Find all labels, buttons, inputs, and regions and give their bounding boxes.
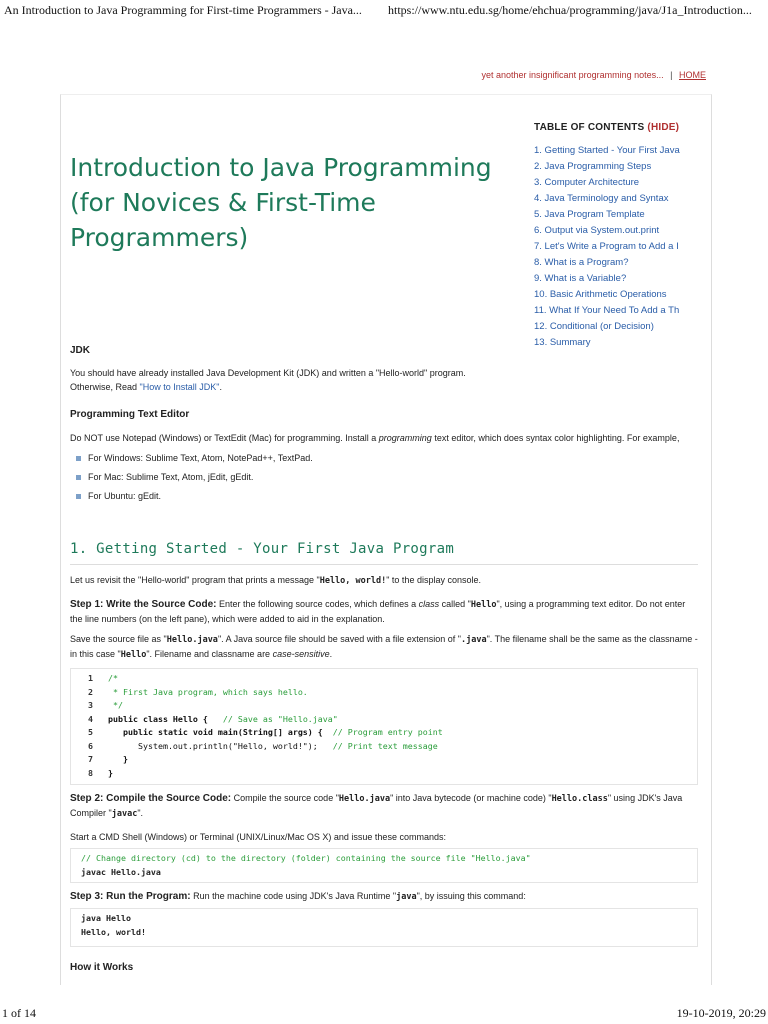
save-c: ". The filename shall be the same as the classname - in this case " — [70, 634, 698, 659]
table-of-contents — [534, 122, 696, 351]
code-comment: // Save as "Hello.java" — [222, 713, 338, 724]
intro-code: Hello, world! — [319, 576, 387, 586]
toc-item[interactable]: 8. What is a Program? — [534, 257, 629, 268]
section-divider — [70, 564, 698, 565]
save-e: . — [329, 649, 333, 659]
code-line: } — [108, 767, 113, 778]
intro-1: Let us revisit the "Hello-world" program that prints a message " — [70, 575, 320, 585]
run-command-box — [70, 908, 698, 947]
code-line: } — [108, 754, 128, 764]
print-page-title: An Introduction to Java Programming for First-time Programmers - Java... — [4, 3, 362, 17]
print-url: https://www.ntu.edu.sg/home/ehchua/programming/java/J1a_Introduction... — [388, 3, 752, 17]
code-comment: // Print text message — [332, 740, 438, 751]
code-line: public class Hello { — [108, 713, 223, 724]
editor-text-1: Do NOT use Notepad (Windows) or TextEdit (Mac) for programming. Install a — [70, 433, 379, 443]
editor-text-italic: programming — [378, 433, 432, 443]
nav-separator: | — [670, 70, 673, 80]
top-nav — [482, 70, 706, 80]
line-number: 8 — [88, 767, 93, 778]
code-line: /* — [108, 673, 118, 683]
toc-item[interactable]: 7. Let's Write a Program to Add a I — [534, 241, 679, 252]
toc-hide-link[interactable]: (HIDE) — [647, 122, 680, 133]
jdk-text-1: You should have already installed Java Development Kit (JDK) and written a "Hello-world" program. — [70, 368, 466, 378]
step1-a: Enter the following source codes, which defines a — [216, 599, 419, 609]
step3-text — [70, 889, 698, 904]
code-line: */ — [108, 700, 123, 710]
code-comment: // Program entry point — [332, 727, 443, 737]
run-output: Hello, world! — [81, 926, 146, 937]
editor-list — [70, 449, 698, 506]
list-item: For Mac: Sublime Text, Atom, jEdit, gEdit. — [70, 468, 698, 487]
home-link[interactable]: HOME — [679, 70, 706, 80]
editor-heading: Programming Text Editor — [70, 409, 190, 420]
save-b: ". A Java source file should be saved with a file extension of " — [217, 634, 461, 644]
cmd-line: javac Hello.java — [81, 866, 161, 877]
toc-item[interactable]: 1. Getting Started - Your First Java — [534, 145, 680, 156]
step2-code2: Hello.class — [551, 794, 608, 804]
code-listing — [70, 668, 698, 785]
step1-label: Step 1: Write the Source Code: — [70, 599, 217, 610]
jdk-heading: JDK — [70, 345, 91, 356]
step3-b: ", by issuing this command: — [416, 891, 526, 901]
editor-text — [70, 431, 698, 445]
step2-text — [70, 791, 698, 821]
toc-item[interactable]: 3. Computer Architecture — [534, 177, 640, 188]
jdk-section — [70, 344, 698, 394]
toc-item[interactable]: 2. Java Programming Steps — [534, 161, 652, 172]
step3-a: Run the machine code using JDK's Java Runtime " — [190, 891, 397, 901]
step3-code: java — [396, 892, 417, 902]
compile-command-box — [70, 848, 698, 883]
code-line: public static void main(String[] args) { — [108, 727, 333, 737]
step1-text — [70, 597, 698, 626]
save-a: Save the source file as " — [70, 634, 167, 644]
step2-code1: Hello.java — [338, 794, 391, 804]
page-number: 1 of 14 — [2, 1006, 36, 1020]
step1-c: ", using a programming text editor. Do not enter the line numbers (on the left pane), which were added to aid in the explanation. — [70, 599, 686, 624]
toc-item[interactable]: 5. Java Program Template — [534, 209, 645, 220]
step2-b: " into Java bytecode (or machine code) " — [390, 793, 552, 803]
install-jdk-link[interactable]: "How to Install JDK" — [139, 382, 220, 392]
cmd-comment: // Change directory (cd) to the directory (folder) containing the source file "Hello.java" — [81, 853, 531, 863]
save-code2: .java — [460, 635, 487, 645]
site-tagline: yet another insignificant programming notes... — [481, 70, 664, 80]
step1-b: called " — [439, 599, 471, 609]
code-line: * First Java program, which says hello. — [108, 686, 308, 697]
step3-label: Step 3: Run the Program: — [70, 891, 191, 902]
line-number: 2 — [88, 686, 93, 697]
editor-section — [70, 408, 698, 506]
run-line: java Hello — [81, 913, 131, 923]
save-d: ". Filename and classname are — [146, 649, 273, 659]
line-number: 5 — [88, 727, 93, 737]
jdk-text — [70, 366, 698, 394]
toc-title — [534, 122, 696, 133]
toc-title-text: TABLE OF CONTENTS — [534, 122, 645, 133]
jdk-text-2: Otherwise, Read — [70, 382, 140, 392]
line-number: 6 — [88, 740, 93, 751]
toc-list — [534, 143, 696, 351]
line-number: 1 — [88, 673, 93, 683]
list-item: For Windows: Sublime Text, Atom, NotePad++, TextPad. — [70, 449, 698, 468]
section-heading: 1. Getting Started - Your First Java Program — [70, 541, 455, 557]
intro-text — [70, 573, 698, 588]
toc-item[interactable]: 4. Java Terminology and Syntax — [534, 193, 669, 204]
run-pre — [71, 912, 697, 939]
page-title: Introduction to Java Programming (for Novices & First-Time Programmers) — [70, 153, 492, 252]
line-number: 3 — [88, 700, 93, 710]
toc-item[interactable]: 12. Conditional (or Decision) — [534, 321, 654, 332]
step2-code3: javac — [111, 809, 138, 819]
step2-section — [70, 791, 698, 844]
step2-d: ". — [137, 808, 144, 818]
save-code3: Hello — [120, 650, 147, 660]
intro-2: " to the display console. — [386, 575, 481, 585]
shell-text: Start a CMD Shell (Windows) or Terminal (UNIX/Linux/Mac OS X) and issue these commands: — [70, 832, 446, 842]
how-it-works — [70, 961, 698, 975]
jdk-text-3: . — [219, 382, 222, 392]
print-header — [0, 0, 768, 20]
toc-item[interactable]: 11. What If Your Need To Add a Th — [534, 305, 680, 316]
print-datetime: 19-10-2019, 20:29 — [676, 1006, 766, 1020]
list-item: For Ubuntu: gEdit. — [70, 487, 698, 506]
save-text — [70, 632, 698, 662]
code-pre — [71, 672, 697, 780]
toc-item[interactable]: 13. Summary — [534, 337, 591, 348]
step2-a: Compile the source code " — [231, 793, 339, 803]
toc-item[interactable]: 10. Basic Arithmetic Operations — [534, 289, 667, 300]
editor-text-2: text editor, which does syntax color highlighting. For example, — [431, 433, 680, 443]
step3-section — [70, 889, 698, 904]
save-it: case-sensitive — [272, 649, 330, 659]
print-footer — [0, 1004, 768, 1024]
how-heading: How it Works — [70, 962, 134, 973]
line-number: 4 — [88, 713, 93, 724]
step2-c: " using JDK's Java Compiler " — [70, 793, 683, 818]
save-code1: Hello.java — [166, 635, 218, 645]
line-number: 7 — [88, 754, 93, 764]
step1-it: class — [418, 599, 440, 609]
code-line: System.out.println("Hello, world!"); — [108, 740, 333, 751]
step2-label: Step 2: Compile the Source Code: — [70, 793, 232, 804]
compile-pre — [71, 852, 697, 879]
toc-item[interactable]: 9. What is a Variable? — [534, 273, 627, 284]
section1-intro — [70, 573, 698, 662]
step1-code: Hello — [470, 600, 497, 610]
toc-item[interactable]: 6. Output via System.out.print — [534, 225, 660, 236]
